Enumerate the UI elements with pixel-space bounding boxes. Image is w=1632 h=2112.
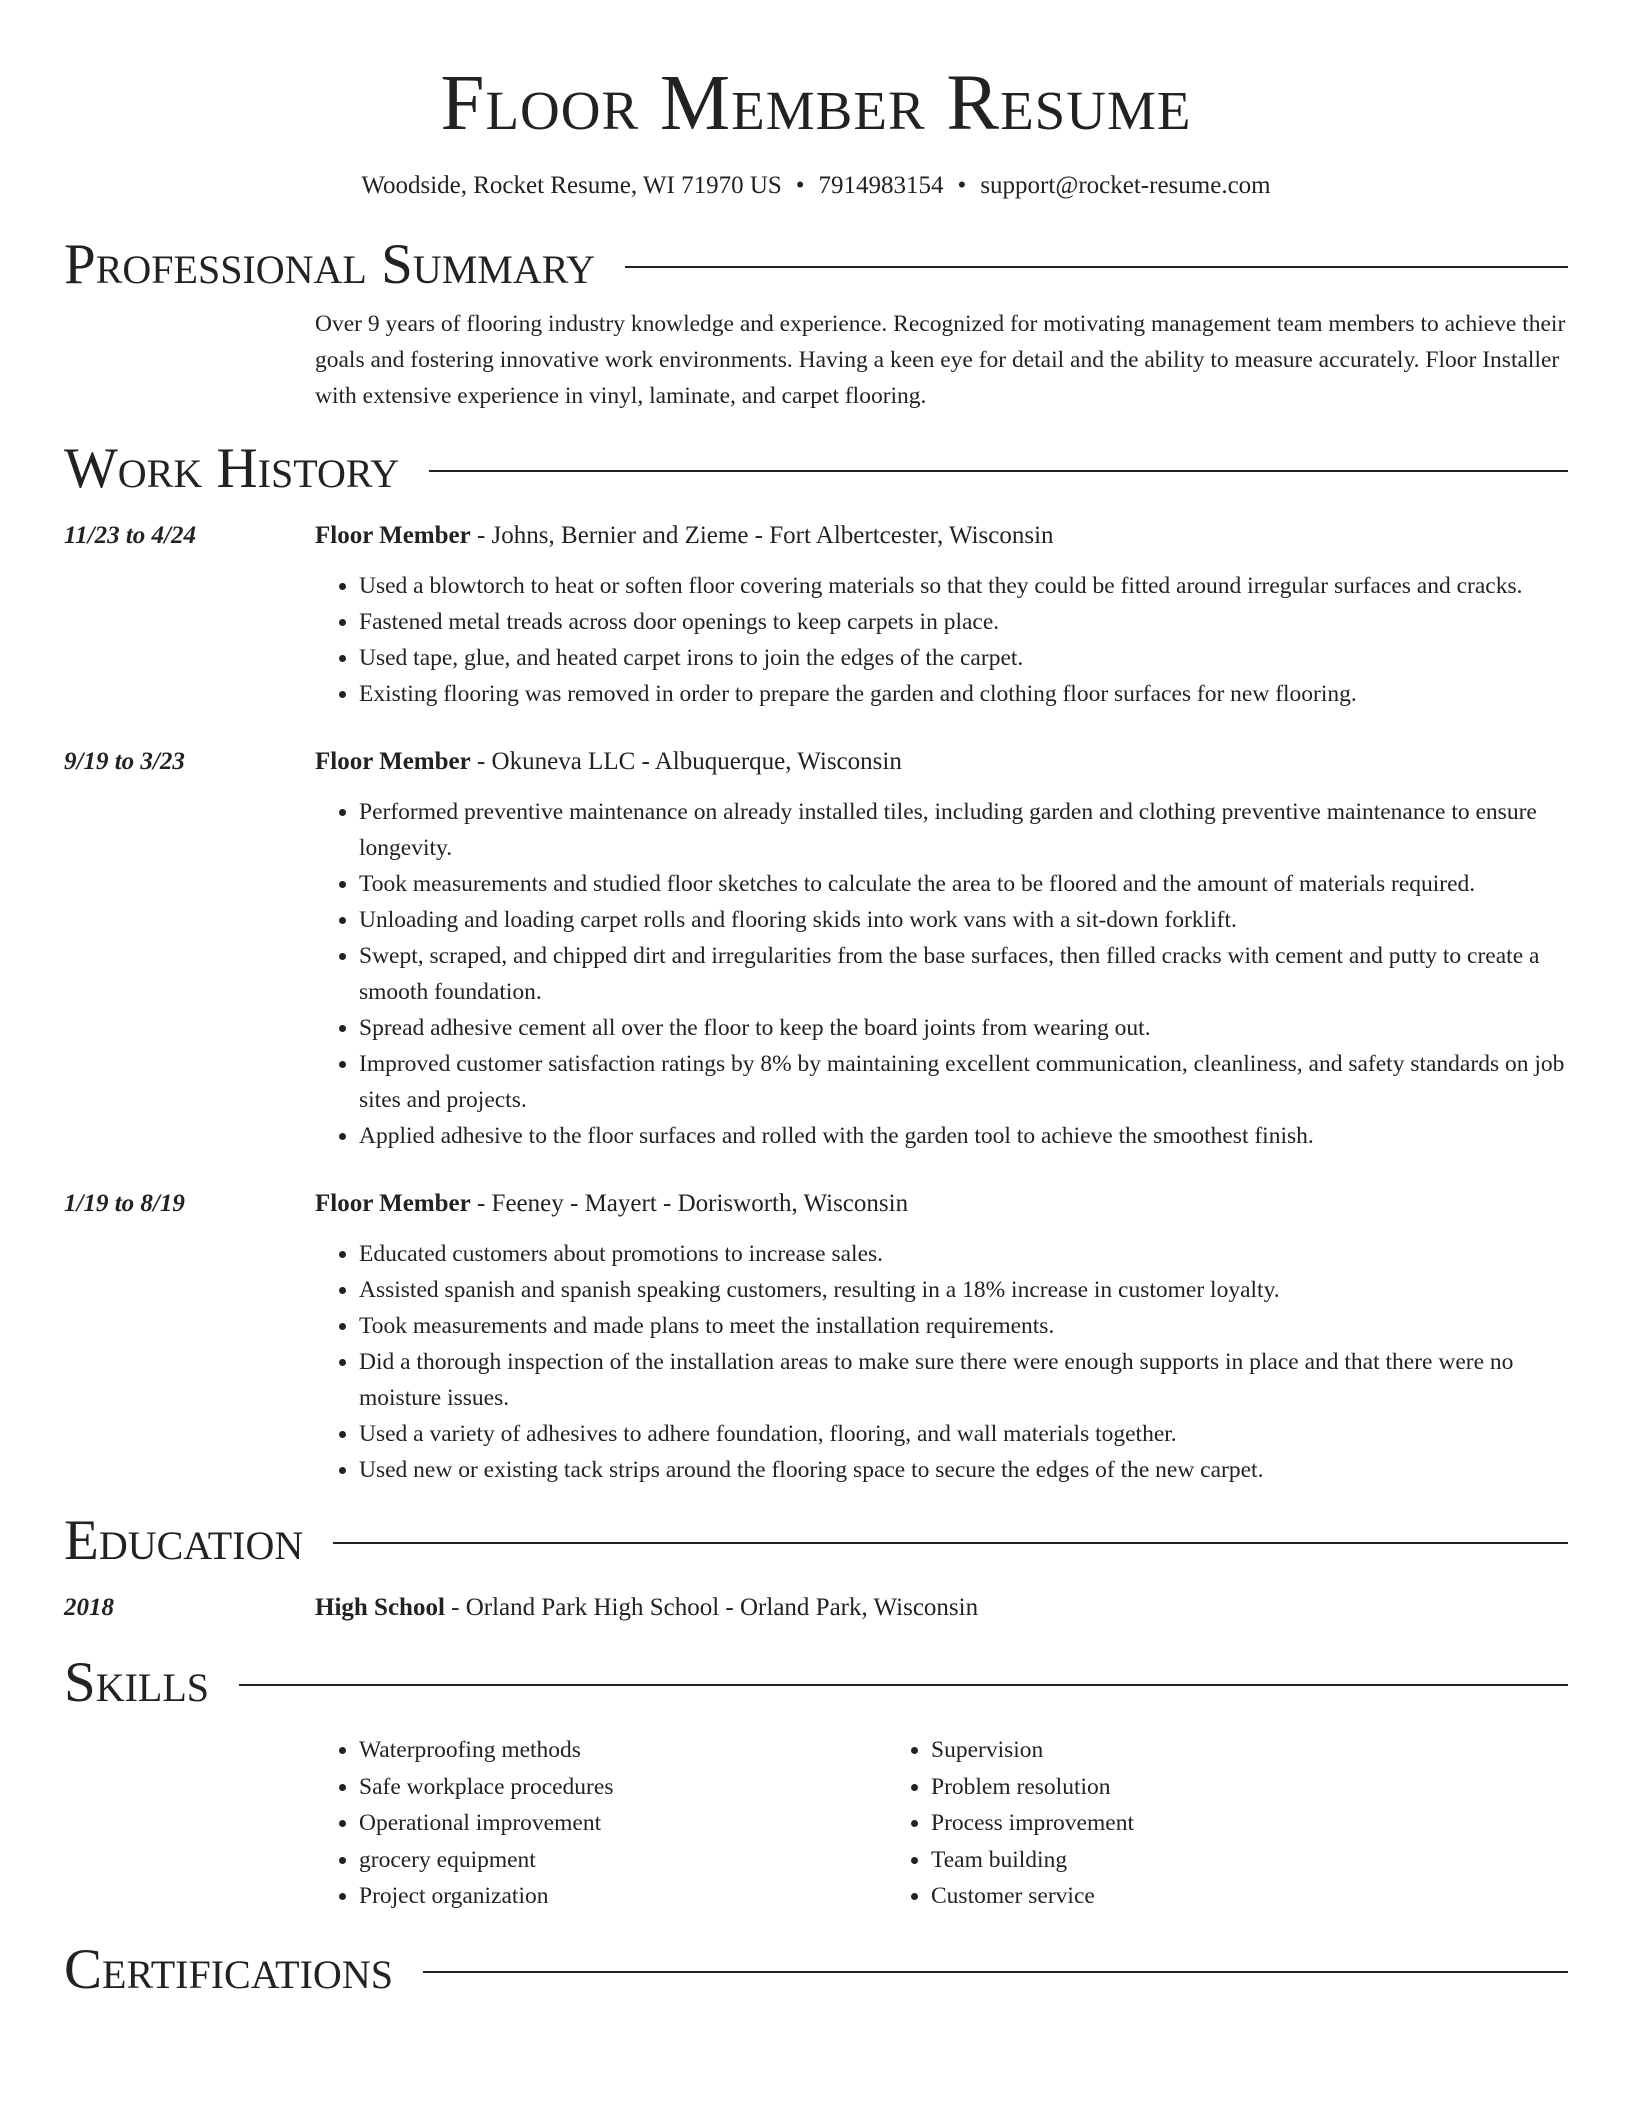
job-bullet: • Did a thorough inspection of the installation areas to make sure there were enough supports in place and that there were no moisture issues. — [359, 1344, 1568, 1416]
job-bullet: • Took measurements and studied floor sketches to calculate the area to be floored and the amount of materials required. — [359, 866, 1568, 902]
job-role: Floor Member — [315, 1190, 471, 1217]
job-entry — [64, 518, 1568, 712]
job-bullet: • Fastened metal treads across door openings to keep carpets in place. — [359, 604, 1568, 640]
job-employer: - Okuneva LLC - Albuquerque, Wisconsin — [476, 748, 902, 775]
job-bullets — [315, 794, 1568, 1154]
certifications-section-title: Certifications — [64, 1937, 393, 2001]
skill-item: • Team building — [931, 1842, 1459, 1879]
job-bullet: • Used new or existing tack strips around the flooring space to secure the edges of the new carpet. — [359, 1452, 1568, 1488]
section-divider — [333, 1542, 1568, 1544]
contact-address: Woodside, Rocket Resume, WI 71970 US — [361, 172, 782, 199]
job-bullet: • Took measurements and made plans to meet the installation requirements. — [359, 1308, 1568, 1344]
job-bullet: • Applied adhesive to the floor surfaces and rolled with the garden tool to achieve the smoothest finish. — [359, 1118, 1568, 1154]
job-bullet: • Existing flooring was removed in order to prepare the garden and clothing floor surfaces for new flooring. — [359, 676, 1568, 712]
skill-item: • grocery equipment — [359, 1842, 887, 1879]
contact-separator: • — [957, 172, 967, 199]
job-entry — [64, 744, 1568, 1154]
work-section-header — [64, 436, 1568, 502]
section-divider — [423, 1971, 1568, 1973]
job-dates: 11/23 to 4/24 — [64, 522, 196, 549]
job-role: Floor Member — [315, 522, 471, 549]
job-bullet: • Assisted spanish and spanish speaking customers, resulting in a 18% increase in customer loyalty. — [359, 1272, 1568, 1308]
section-divider — [239, 1684, 1568, 1686]
job-bullet: • Improved customer satisfaction ratings by 8% by maintaining excellent communication, cleanliness, and safety standards on job sites and projects. — [359, 1046, 1568, 1118]
contact-separator: • — [795, 172, 805, 199]
job-bullet: • Educated customers about promotions to increase sales. — [359, 1236, 1568, 1272]
skills-section-header — [64, 1650, 1568, 1716]
skills-section-title: Skills — [64, 1651, 210, 1714]
skills-column-right — [887, 1732, 1459, 1915]
skill-item: • Operational improvement — [359, 1805, 887, 1842]
job-employer: - Feeney - Mayert - Dorisworth, Wisconsin — [476, 1190, 909, 1217]
contact-phone: 7914983154 — [818, 172, 944, 199]
education-heading — [315, 1590, 1568, 1626]
contact-email[interactable]: support@rocket-resume.com — [980, 172, 1271, 199]
education-school: - Orland Park High School - Orland Park, Wisconsin — [451, 1594, 979, 1621]
education-degree: High School — [315, 1594, 445, 1621]
education-year: 2018 — [64, 1594, 114, 1621]
skill-item: • Safe workplace procedures — [359, 1769, 887, 1806]
section-divider — [429, 470, 1568, 472]
certifications-section-header — [64, 1937, 1568, 2003]
skill-item: • Project organization — [359, 1878, 887, 1915]
skills-column-left — [315, 1732, 887, 1915]
summary-text: Over 9 years of flooring industry knowledge and experience. Recognized for motivating management team members to achieve their goals and fostering innovative work environments. Having a keen eye for detail and the ability to measure accurately. Floor Installer with extensive experience in vinyl, laminate, and carpet flooring. — [315, 311, 1566, 409]
job-bullet: • Swept, scraped, and chipped dirt and irregularities from the base surfaces, then filled cracks with cement and putty to create a smooth foundation. — [359, 938, 1568, 1010]
job-heading — [315, 744, 1568, 780]
job-bullet: • Used tape, glue, and heated carpet irons to join the edges of the carpet. — [359, 640, 1568, 676]
job-bullet: • Used a variety of adhesives to adhere foundation, flooring, and wall materials together. — [359, 1416, 1568, 1452]
skill-item: • Customer service — [931, 1878, 1459, 1915]
job-dates: 9/19 to 3/23 — [64, 748, 185, 775]
summary-section-header — [64, 232, 1568, 298]
job-bullet: • Used a blowtorch to heat or soften floor covering materials so that they could be fitted around irregular surfaces and cracks. — [359, 568, 1568, 604]
education-section-header — [64, 1508, 1568, 1574]
education-entry — [64, 1590, 1568, 1626]
skill-item: • Process improvement — [931, 1805, 1459, 1842]
section-divider — [625, 266, 1568, 268]
job-bullet: • Spread adhesive cement all over the floor to keep the board joints from wearing out. — [359, 1010, 1568, 1046]
work-section-title: Work History — [64, 437, 400, 500]
job-entry — [64, 1186, 1568, 1488]
job-bullets — [315, 568, 1568, 712]
resume-title: Floor Member Resume — [440, 60, 1192, 147]
skill-item: • Supervision — [931, 1732, 1459, 1769]
contact-line — [0, 170, 1632, 202]
job-bullets — [315, 1236, 1568, 1488]
job-dates: 1/19 to 8/19 — [64, 1190, 185, 1217]
skills-list — [315, 1732, 1568, 1915]
skill-item: • Waterproofing methods — [359, 1732, 887, 1769]
skill-item: • Problem resolution — [931, 1769, 1459, 1806]
education-section-title: Education — [64, 1509, 304, 1572]
job-employer: - Johns, Bernier and Zieme - Fort Albertcester, Wisconsin — [476, 522, 1054, 549]
job-heading — [315, 1186, 1568, 1222]
job-bullet: • Performed preventive maintenance on already installed tiles, including garden and clothing preventive maintenance to ensure longevity. — [359, 794, 1568, 866]
job-role: Floor Member — [315, 748, 471, 775]
summary-section-title: Professional Summary — [64, 233, 596, 296]
job-heading — [315, 518, 1568, 554]
job-bullet: • Unloading and loading carpet rolls and flooring skids into work vans with a sit-down forklift. — [359, 902, 1568, 938]
